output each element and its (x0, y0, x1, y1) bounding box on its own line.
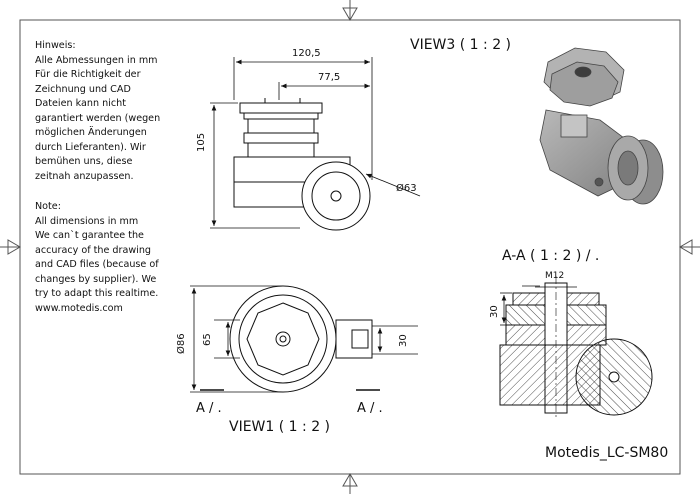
side-view (234, 98, 370, 230)
note-en-line: accuracy of the drawing (35, 244, 152, 256)
section-title: A-A ( 1 : 2 ) / . (502, 248, 600, 264)
note-en-line: and CAD files (because of (35, 259, 159, 270)
note-de-line: Hinweis: (35, 40, 76, 51)
note-de-line: Alle Abmessungen in mm (35, 54, 158, 66)
note-en-line: We can`t garantee the (35, 230, 144, 241)
note-en-line: All dimensions in mm (35, 215, 139, 227)
cut-label-left: A / . (196, 401, 222, 416)
dim-base-inner: 65 (202, 333, 213, 346)
note-en-line: changes by supplier). We (35, 273, 157, 285)
note-de-line: Dateien kann nicht (35, 98, 126, 109)
notes-block (35, 39, 185, 316)
cut-label-right: A / . (357, 401, 383, 416)
isometric-view (540, 48, 663, 204)
note-de-line: bemühen uns, diese (35, 156, 133, 167)
note-de-line: zeitnah anzupassen. (35, 170, 134, 182)
top-view (230, 286, 372, 392)
dim-width-offset: 77,5 (318, 72, 341, 83)
dim-base-diameter: Ø86 (176, 333, 187, 354)
section-view (500, 276, 652, 420)
note-de-line: durch Lieferanten). Wir (35, 141, 146, 153)
dim-wheel-diameter: Ø63 (396, 183, 417, 194)
note-de-line: garantiert werden (wegen (35, 112, 161, 124)
note-en-line: www.motedis.com (35, 302, 123, 314)
note-de-line: möglichen Änderungen (35, 127, 147, 138)
dim-height: 105 (196, 132, 207, 152)
note-en-line: Note: (35, 201, 61, 212)
note-en-line: try to adapt this realtime. (35, 288, 159, 299)
view1-title: VIEW1 ( 1 : 2 ) (229, 419, 331, 435)
note-de-line: Für die Richtigkeit der (35, 69, 141, 80)
note-spacer (35, 184, 185, 200)
dim-width-total: 120,5 (292, 48, 321, 59)
dim-side-offset: 30 (398, 334, 409, 347)
dim-thread: M12 (545, 271, 565, 281)
part-number: Motedis_LC-SM80 (545, 445, 669, 461)
note-de-line: Zeichnung und CAD (35, 83, 131, 95)
dim-section-depth: 30 (489, 305, 500, 318)
view3-title: VIEW3 ( 1 : 2 ) (410, 37, 512, 53)
